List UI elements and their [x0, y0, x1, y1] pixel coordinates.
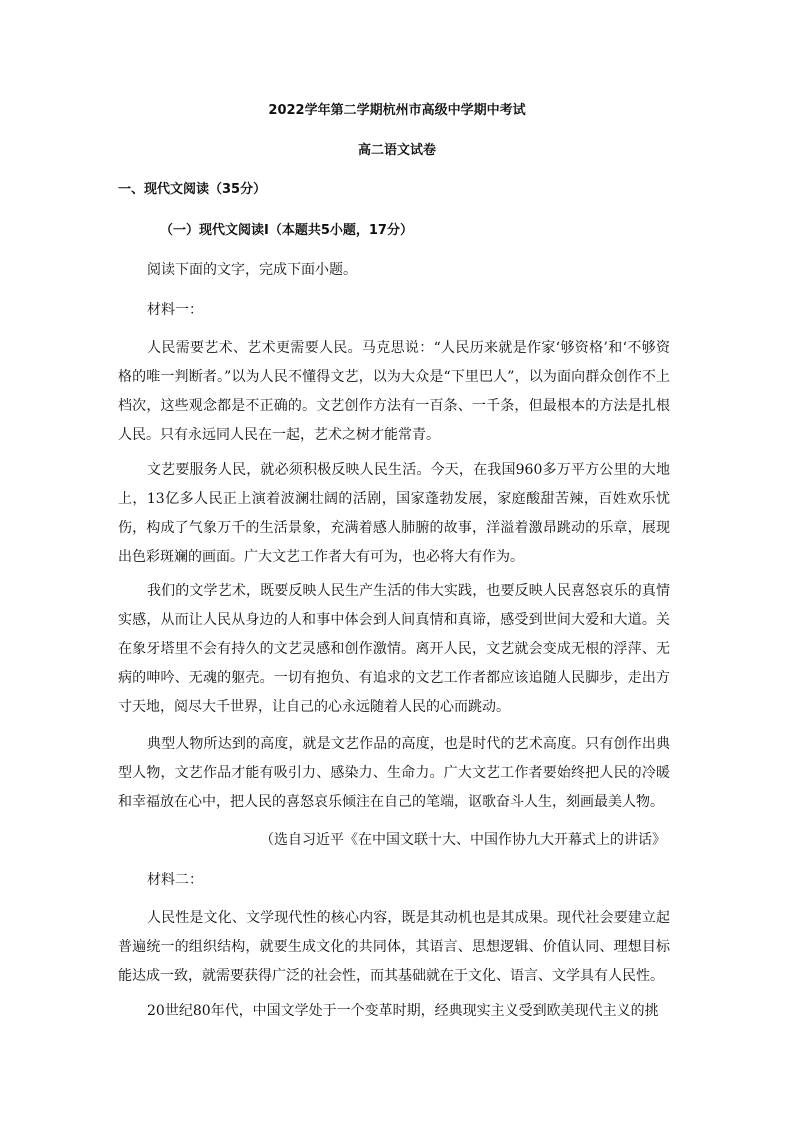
section-heading: 一、现代文阅读（35分） [118, 182, 267, 197]
sub-section-heading: （一）现代文阅读Ⅰ（本题共5小题，17分） [160, 223, 413, 238]
material2-label: 材料二： [147, 872, 203, 888]
material1-paragraph-4: 典型人物所达到的高度，就是文艺作品的高度，也是时代的艺术高度。只有创作出典型人物，文艺作品才能有吸引力、感染力、生命力。广大文艺工作者要始终把人民的冷暖和幸福放在心中，把人民的喜怒哀乐倾注在自己的笔端，讴歌奋斗人生，刻画最美人物。 [118, 736, 670, 810]
material1-paragraph-2: 文艺要服务人民，就必须积极反映人民生活。今天，在我国960多万平方公里的大地上，13亿多人民正上演着波澜壮阔的活剧，国家蓬勃发展，家庭酸甜苦辣，百姓欢乐忧伤，构成了气象万千的生活景象，充满着感人肺腑的故事，洋溢着激昂跳动的乐章，展现出色彩斑斓的画面。广大文艺工作者大有可为，也必将大有作为。 [118, 462, 670, 565]
material1-label: 材料一： [147, 302, 203, 318]
exam-title: 2022学年第二学期杭州市高级中学期中考试 [268, 103, 526, 118]
material2-paragraph-1: 人民性是文化、文学现代性的核心内容，既是其动机也是其成果。现代社会要建立起普遍统一的组织结构，就要生成文化的共同体，其语言、思想逻辑、价值认同、理想目标能达成一致，就需要获得广泛的社会性，而其基础就在于文化、语言、文学具有人民性。 [118, 910, 670, 984]
exam-subtitle: 高二语文试卷 [357, 143, 436, 158]
material1-paragraph-1: 人民需要艺术、艺术更需要人民。马克思说：“人民历来就是作家‘够资格’和‘不够资格的唯一判断者。”以为人民不懂得文艺，以为大众是“下里巴人”，以为面向群众创作不上档次，这些观念都是不正确的。文艺创作方法有一百条、一千条，但最根本的方法是扎根人民。只有永远同人民在一起，艺术之树才能常青。 [118, 340, 670, 443]
material1-paragraph-3: 我们的文学艺术，既要反映人民生产生活的伟大实践，也要反映人民喜怒哀乐的真情实感，从而让人民从身边的人和事中体会到人间真情和真谛，感受到世间大爱和大道。关在象牙塔里不会有持久的文艺灵感和创作激情。离开人民，文艺就会变成无根的浮萍、无病的呻吟、无魂的躯壳。一切有抱负、有追求的文艺工作者都应该追随人民脚步，走出方寸天地，阅尽大千世界，让自己的心永远随着人民的心而跳动。 [118, 583, 670, 715]
instruction-text: 阅读下面的文字，完成下面小题。 [147, 262, 357, 278]
material1-source: （选自习近平《在中国文联十大、中国作协九大开幕式上的讲话》 [260, 832, 666, 848]
material2-paragraph-2: 20世纪80年代，中国文学处于一个变革时期，经典现实主义受到欧美现代主义的挑 [147, 1003, 659, 1019]
